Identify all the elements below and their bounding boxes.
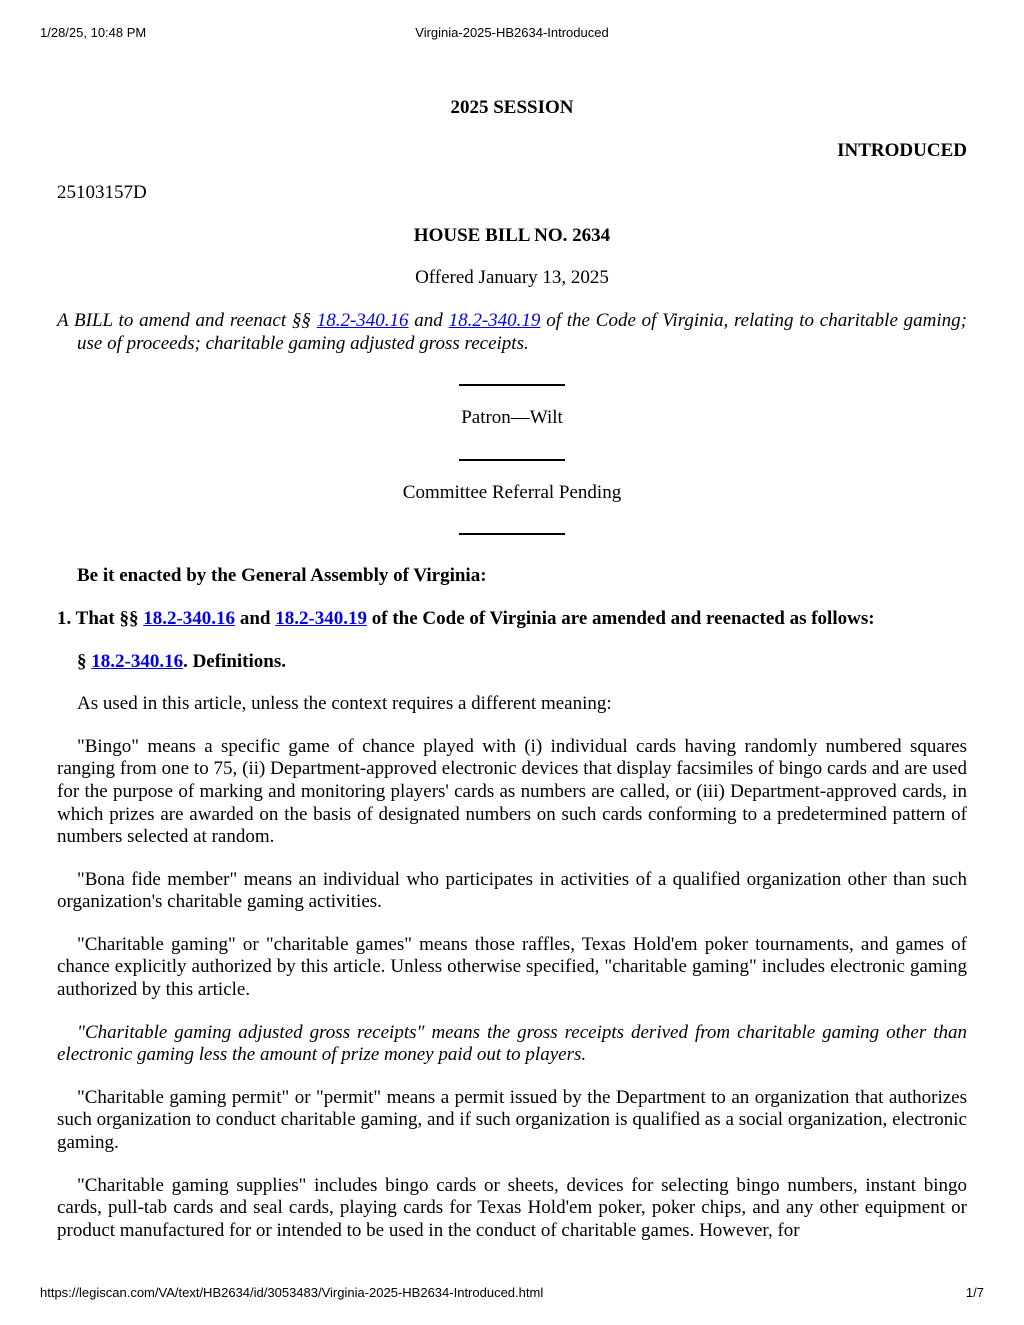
definition-adjusted-gross-receipts: "Charitable gaming adjusted gross receipts" means the gross receipts derived from charitable gaming other than electronic gaming less the amount of prize money paid out to players.	[57, 1021, 967, 1066]
divider-3	[459, 533, 565, 535]
definition-gaming-permit: "Charitable gaming permit" or "permit" means a permit issued by the Department to an organization that authorizes such organization to conduct charitable gaming, and if such organization is qualified as a social organization, electronic gaming.	[57, 1086, 967, 1154]
committee-status: Committee Referral Pending	[402, 481, 622, 503]
divider-1	[459, 384, 565, 386]
summary-link-18-2-340-19[interactable]: 18.2-340.19	[448, 309, 541, 331]
session-heading: 2025 SESSION	[450, 97, 574, 118]
bill-summary	[57, 310, 967, 355]
clause-text-post: of the Code of Virginia are amended and reenacted as follows:	[367, 607, 875, 629]
bill-code: 25103157D	[57, 182, 147, 204]
summary-link-18-2-340-16[interactable]: 18.2-340.16	[316, 309, 409, 331]
definitions-intro: As used in this article, unless the context requires a different meaning:	[77, 693, 612, 715]
clause-text-mid: and	[235, 607, 276, 629]
section-link-18-2-340-16[interactable]: 18.2-340.16	[91, 650, 184, 672]
section-title: . Definitions.	[183, 650, 287, 672]
divider-2	[459, 459, 565, 461]
definition-bingo: "Bingo" means a specific game of chance played with (i) individual cards having randomly numbered squares ranging from one to 75, (ii) Department-approved electronic devices that display facsimiles of bingo cards and are used for the purpose of marking and monitoring players' cards as numbers are called, or (iii) Department-approved cards, in which prizes are awarded on the basis of designated numbers on such cards conforming to a predetermined pattern of numbers selected at random.	[57, 735, 967, 848]
offered-date: Offered January 13, 2025	[415, 267, 609, 289]
amendment-clause	[57, 608, 967, 631]
patron: Patron—Wilt	[461, 407, 563, 429]
print-datetime: 1/28/25, 10:48 PM	[40, 25, 147, 40]
clause-text-pre: 1. That §§	[57, 607, 144, 629]
summary-text-post: of the Code of Virginia, relating to charitable gaming; use of proceeds; charitable gaming adjusted gross receipts.	[77, 309, 968, 354]
clause-link-18-2-340-19[interactable]: 18.2-340.19	[275, 607, 368, 629]
page-number: 1/7	[965, 1285, 984, 1300]
print-url: https://legiscan.com/VA/text/HB2634/id/3053483/Virginia-2025-HB2634-Introduced.html	[40, 1285, 544, 1300]
clause-link-18-2-340-16[interactable]: 18.2-340.16	[143, 607, 236, 629]
status-heading: INTRODUCED	[837, 139, 967, 161]
print-title: Virginia-2025-HB2634-Introduced	[415, 25, 609, 40]
summary-text-mid: and	[408, 309, 449, 331]
bill-title: HOUSE BILL NO. 2634	[413, 224, 611, 246]
print-header	[0, 25, 1024, 41]
enacting-clause: Be it enacted by the General Assembly of Virginia:	[77, 565, 487, 587]
section-heading	[57, 651, 967, 674]
bill-document	[57, 97, 967, 1242]
print-footer	[0, 1285, 1024, 1301]
section-symbol: §	[77, 650, 92, 672]
definition-gaming-supplies: "Charitable gaming supplies" includes bingo cards or sheets, devices for selecting bingo numbers, instant bingo cards, pull-tab cards and seal cards, playing cards for Texas Hold'em poker, poker chips, and any other equipment or product manufactured for or intended to be used in the conduct of charitable games. However, for	[57, 1174, 967, 1241]
definition-bona-fide-member: "Bona fide member" means an individual who participates in activities of a qualified organization other than such organization's charitable gaming activities.	[57, 868, 967, 913]
definition-charitable-gaming: "Charitable gaming" or "charitable games" means those raffles, Texas Hold'em poker tournaments, and games of chance explicitly authorized by this article. Unless otherwise specified, "charitable gaming" includes electronic gaming authorized by this article.	[57, 933, 967, 1001]
summary-text-pre: A BILL to amend and reenact §§	[57, 309, 317, 331]
